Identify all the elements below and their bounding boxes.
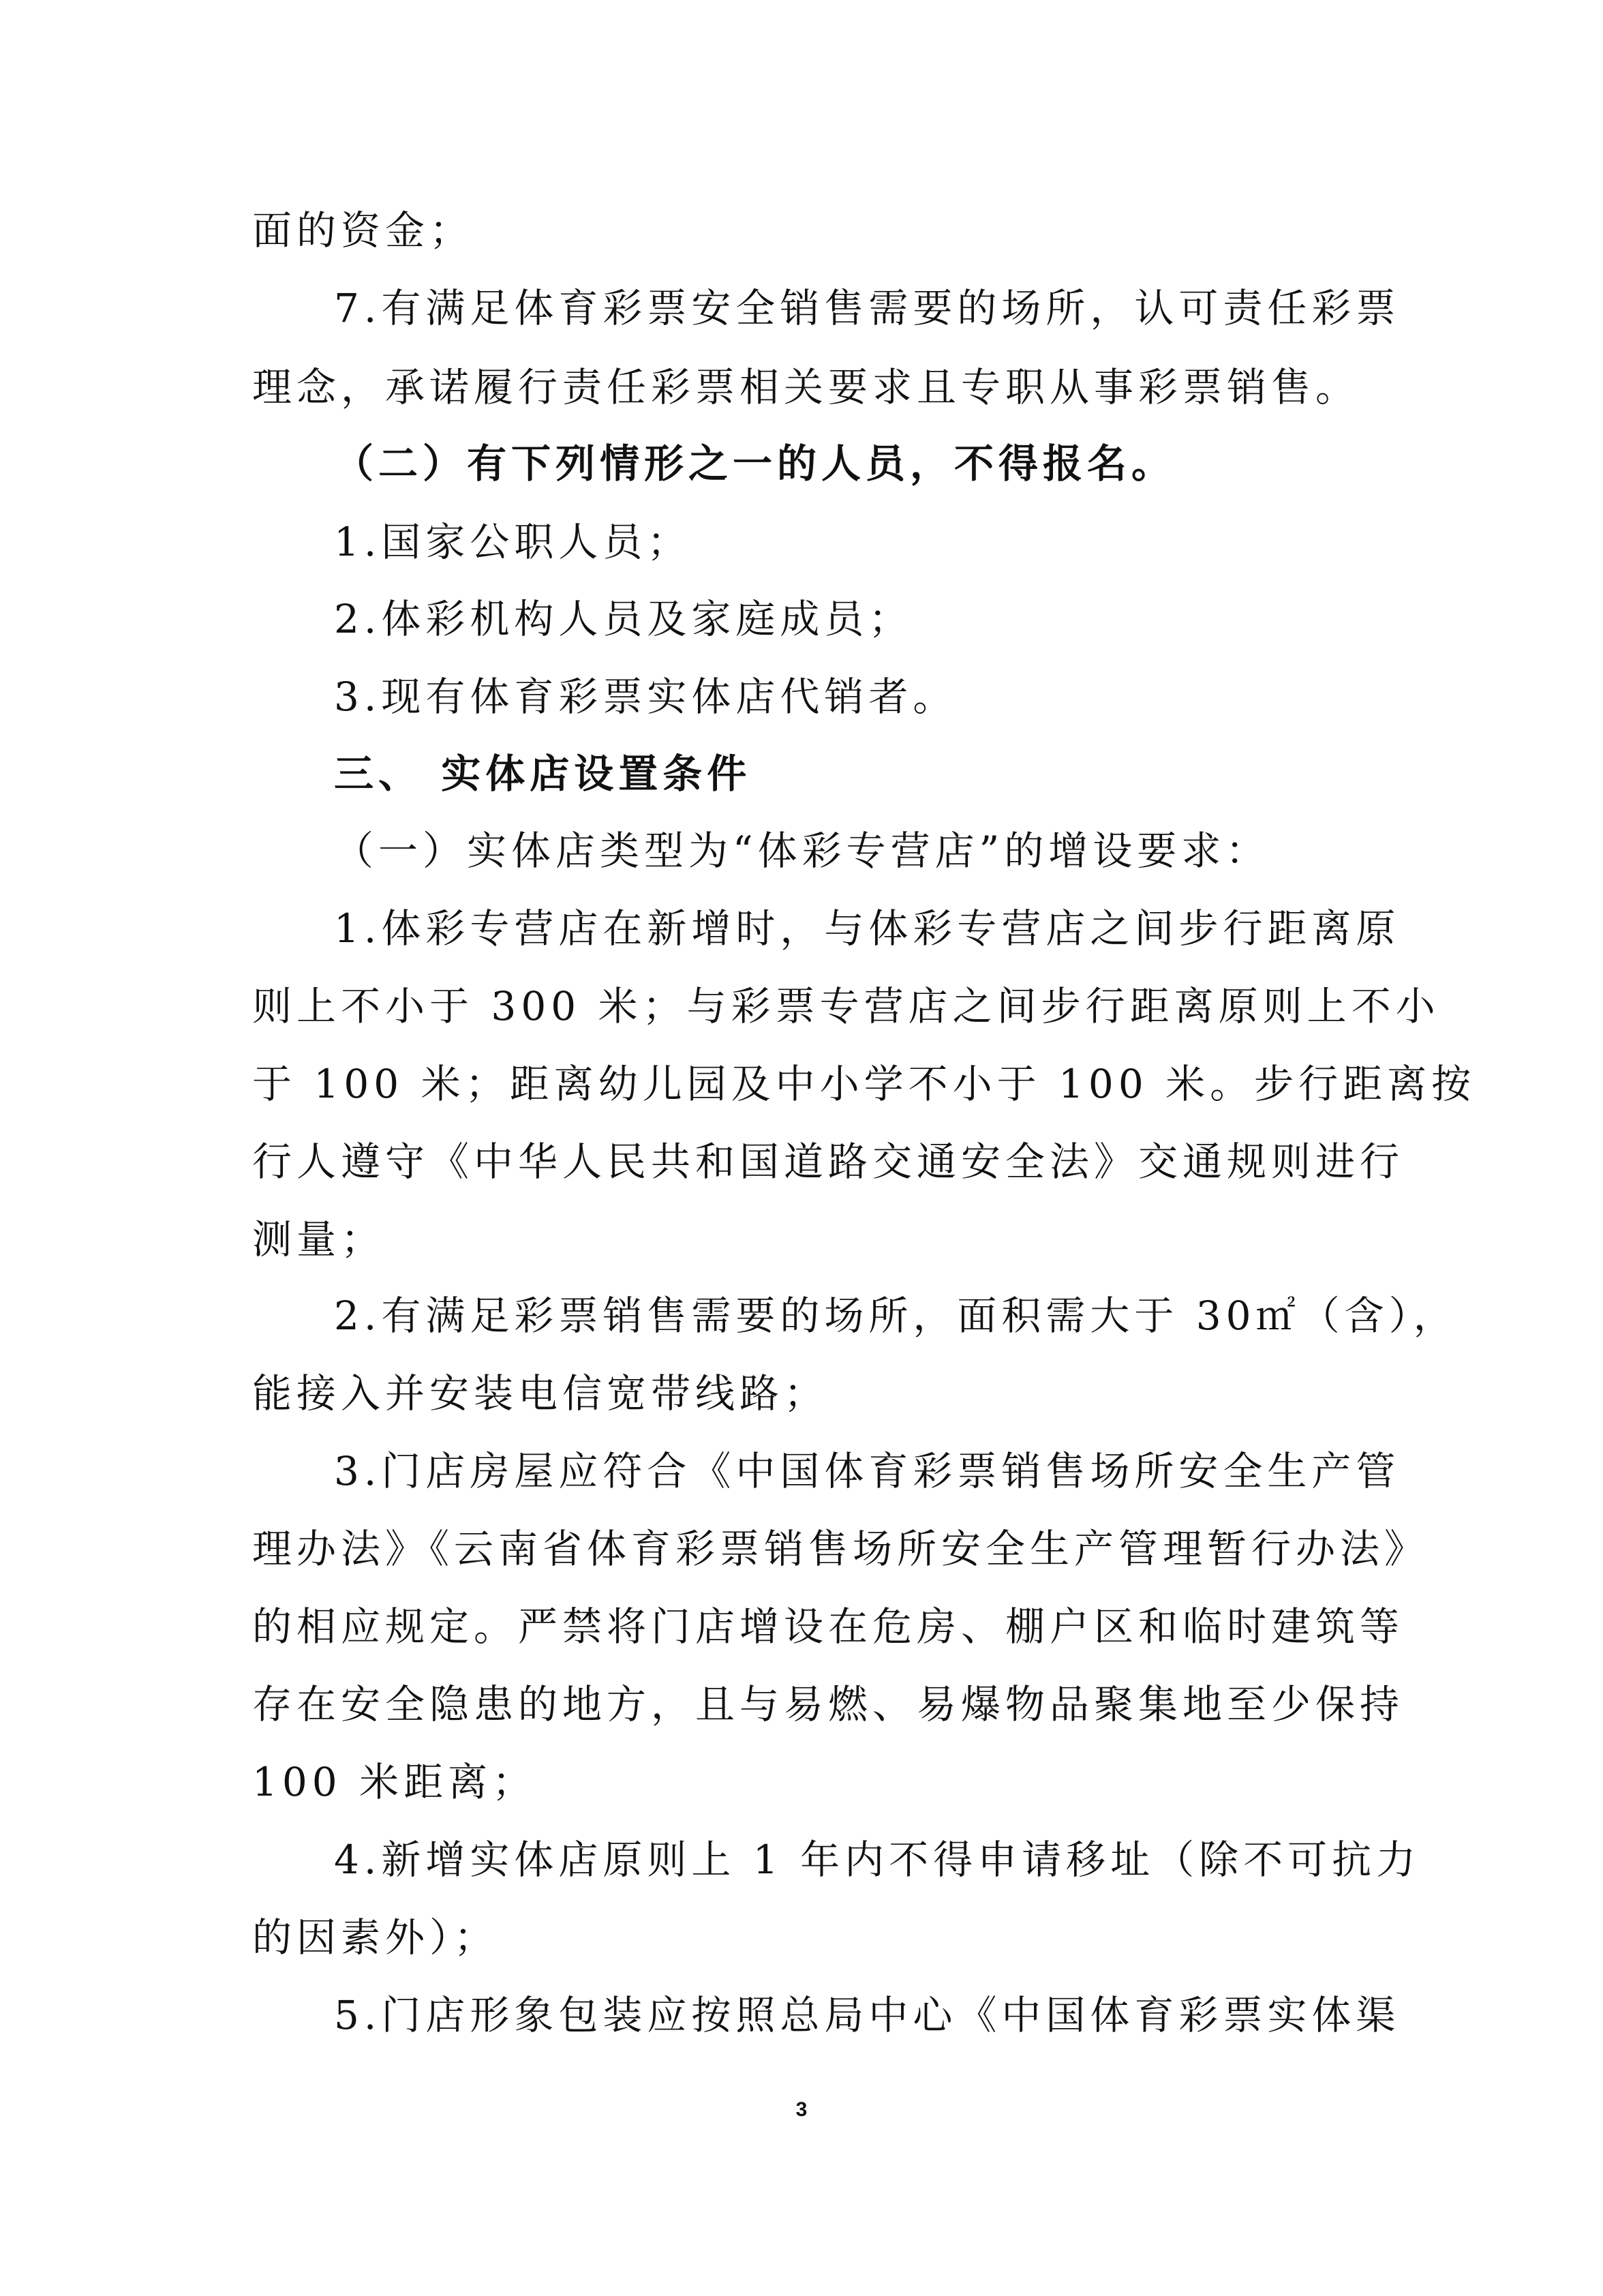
text-line: 100 米距离； bbox=[252, 1759, 537, 1805]
text-line: 理办法》《云南省体育彩票销售场所安全生产管理暂行办法》 bbox=[252, 1526, 1429, 1572]
text-line: 于 100 米；距离幼儿园及中小学不小于 100 米。步行距离按 bbox=[252, 1061, 1476, 1107]
text-line: 的因素外）； bbox=[252, 1914, 499, 1961]
text-line: 2.体彩机构人员及家庭成员； bbox=[334, 596, 913, 642]
text-line: 2.有满足彩票销售需要的场所，面积需大于 30㎡（含）， bbox=[334, 1293, 1458, 1339]
text-line: 则上不小于 300 米；与彩票专营店之间步行距离原则上不小 bbox=[252, 983, 1440, 1029]
text-line: 1.国家公职人员； bbox=[334, 519, 692, 565]
text-line: 行人遵守《中华人民共和国道路交通安全法》交通规则进行 bbox=[252, 1138, 1405, 1185]
text-line: 4.新增实体店原则上 1 年内不得申请移址（除不可抗力 bbox=[334, 1837, 1421, 1883]
subsection-heading: （二）有下列情形之一的人员，不得报名。 bbox=[334, 440, 1176, 487]
text-line: 存在安全隐患的地方，且与易燃、易爆物品聚集地至少保持 bbox=[252, 1681, 1405, 1727]
text-line: 5.门店形象包装应按照总局中心《中国体育彩票实体渠 bbox=[334, 1992, 1401, 2038]
text-line: 面的资金； bbox=[252, 207, 474, 254]
page-number: 3 bbox=[795, 2098, 808, 2121]
text-line: 测量； bbox=[252, 1216, 386, 1263]
subsection-heading: （一）实体店类型为“体彩专营店”的增设要求： bbox=[334, 828, 1270, 874]
section-heading: 三、 实体店设置条件 bbox=[334, 751, 752, 797]
text-line: 1.体彩专营店在新增时，与体彩专营店之间步行距离原 bbox=[334, 905, 1401, 952]
text-line: 的相应规定。严禁将门店增设在危房、棚户区和临时建筑等 bbox=[252, 1603, 1405, 1650]
text-line: 3.门店房屋应符合《中国体育彩票销售场所安全生产管 bbox=[334, 1448, 1401, 1494]
text-line: 7.有满足体育彩票安全销售需要的场所，认可责任彩票 bbox=[334, 285, 1401, 331]
text-line: 理念，承诺履行责任彩票相关要求且专职从事彩票销售。 bbox=[252, 364, 1360, 410]
text-line: 3.现有体育彩票实体店代销者。 bbox=[334, 674, 958, 720]
text-line: 能接入并安装电信宽带线路； bbox=[252, 1370, 829, 1417]
